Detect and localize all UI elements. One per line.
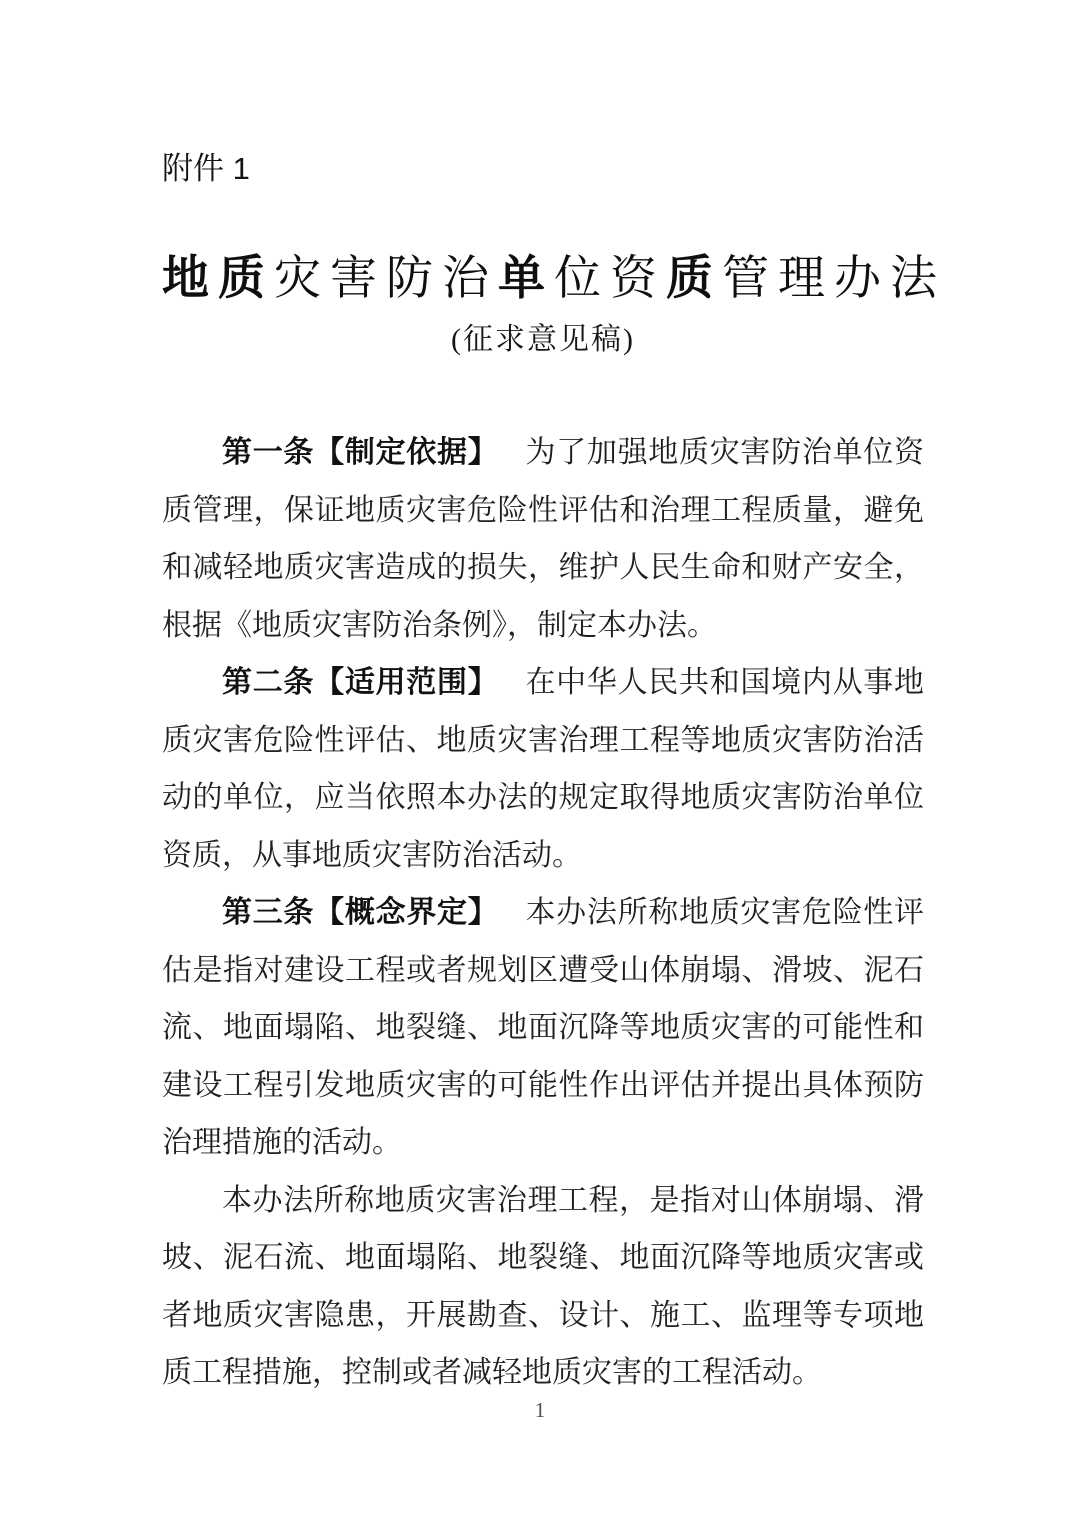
title-segment: 位资 [554,253,666,305]
title-segment: 地质 [162,253,274,305]
title-segment: 灾害防治 [274,253,498,305]
title-segment: 质 [666,253,722,305]
article-paragraph-4 [162,1172,924,1402]
article-paragraph-1 [162,424,924,654]
attachment-label: 附件 1 [162,151,250,186]
page-number: 1 [534,1398,546,1422]
article-paragraph-3 [162,884,924,1172]
document-body [162,424,924,1402]
article-3-text: 本办法所称地质灾害危险性评估是指对建设工程或者规划区遭受山体崩塌、滑坡、泥石流、地面塌陷、地裂缝、地面沉降等地质灾害的可能性和建设工程引发地质灾害的可能性作出评估并提出具体预防治理措施的活动。 [162,896,925,1159]
article-2-heading: 第二条【适用范围】 [222,666,499,699]
title-segment: 单 [498,253,554,305]
article-1-text: 为了加强地质灾害防治单位资质管理，保证地质灾害危险性评估和治理工程质量，避免和减轻地质灾害造成的损失，维护人民生命和财产安全，根据《地质灾害防治条例》，制定本办法。 [162,436,925,642]
article-4-text: 本办法所称地质灾害治理工程，是指对山体崩塌、滑坡、泥石流、地面塌陷、地裂缝、地面沉降等地质灾害或者地质灾害隐患，开展勘查、设计、施工、监理等专项地质工程措施，控制或者减轻地质灾害的工程活动。 [162,1183,924,1389]
document-title [162,250,946,308]
article-paragraph-2 [162,654,924,884]
article-3-heading: 第三条【概念界定】 [222,896,499,929]
document-subtitle: (征求意见稿) [451,323,635,356]
title-segment: 管理办法 [722,253,946,305]
article-2-text: 在中华人民共和国境内从事地质灾害危险性评估、地质灾害治理工程等地质灾害防治活动的单位，应当依照本办法的规定取得地质灾害防治单位资质，从事地质灾害防治活动。 [162,666,925,872]
article-1-heading: 第一条【制定依据】 [222,436,499,469]
